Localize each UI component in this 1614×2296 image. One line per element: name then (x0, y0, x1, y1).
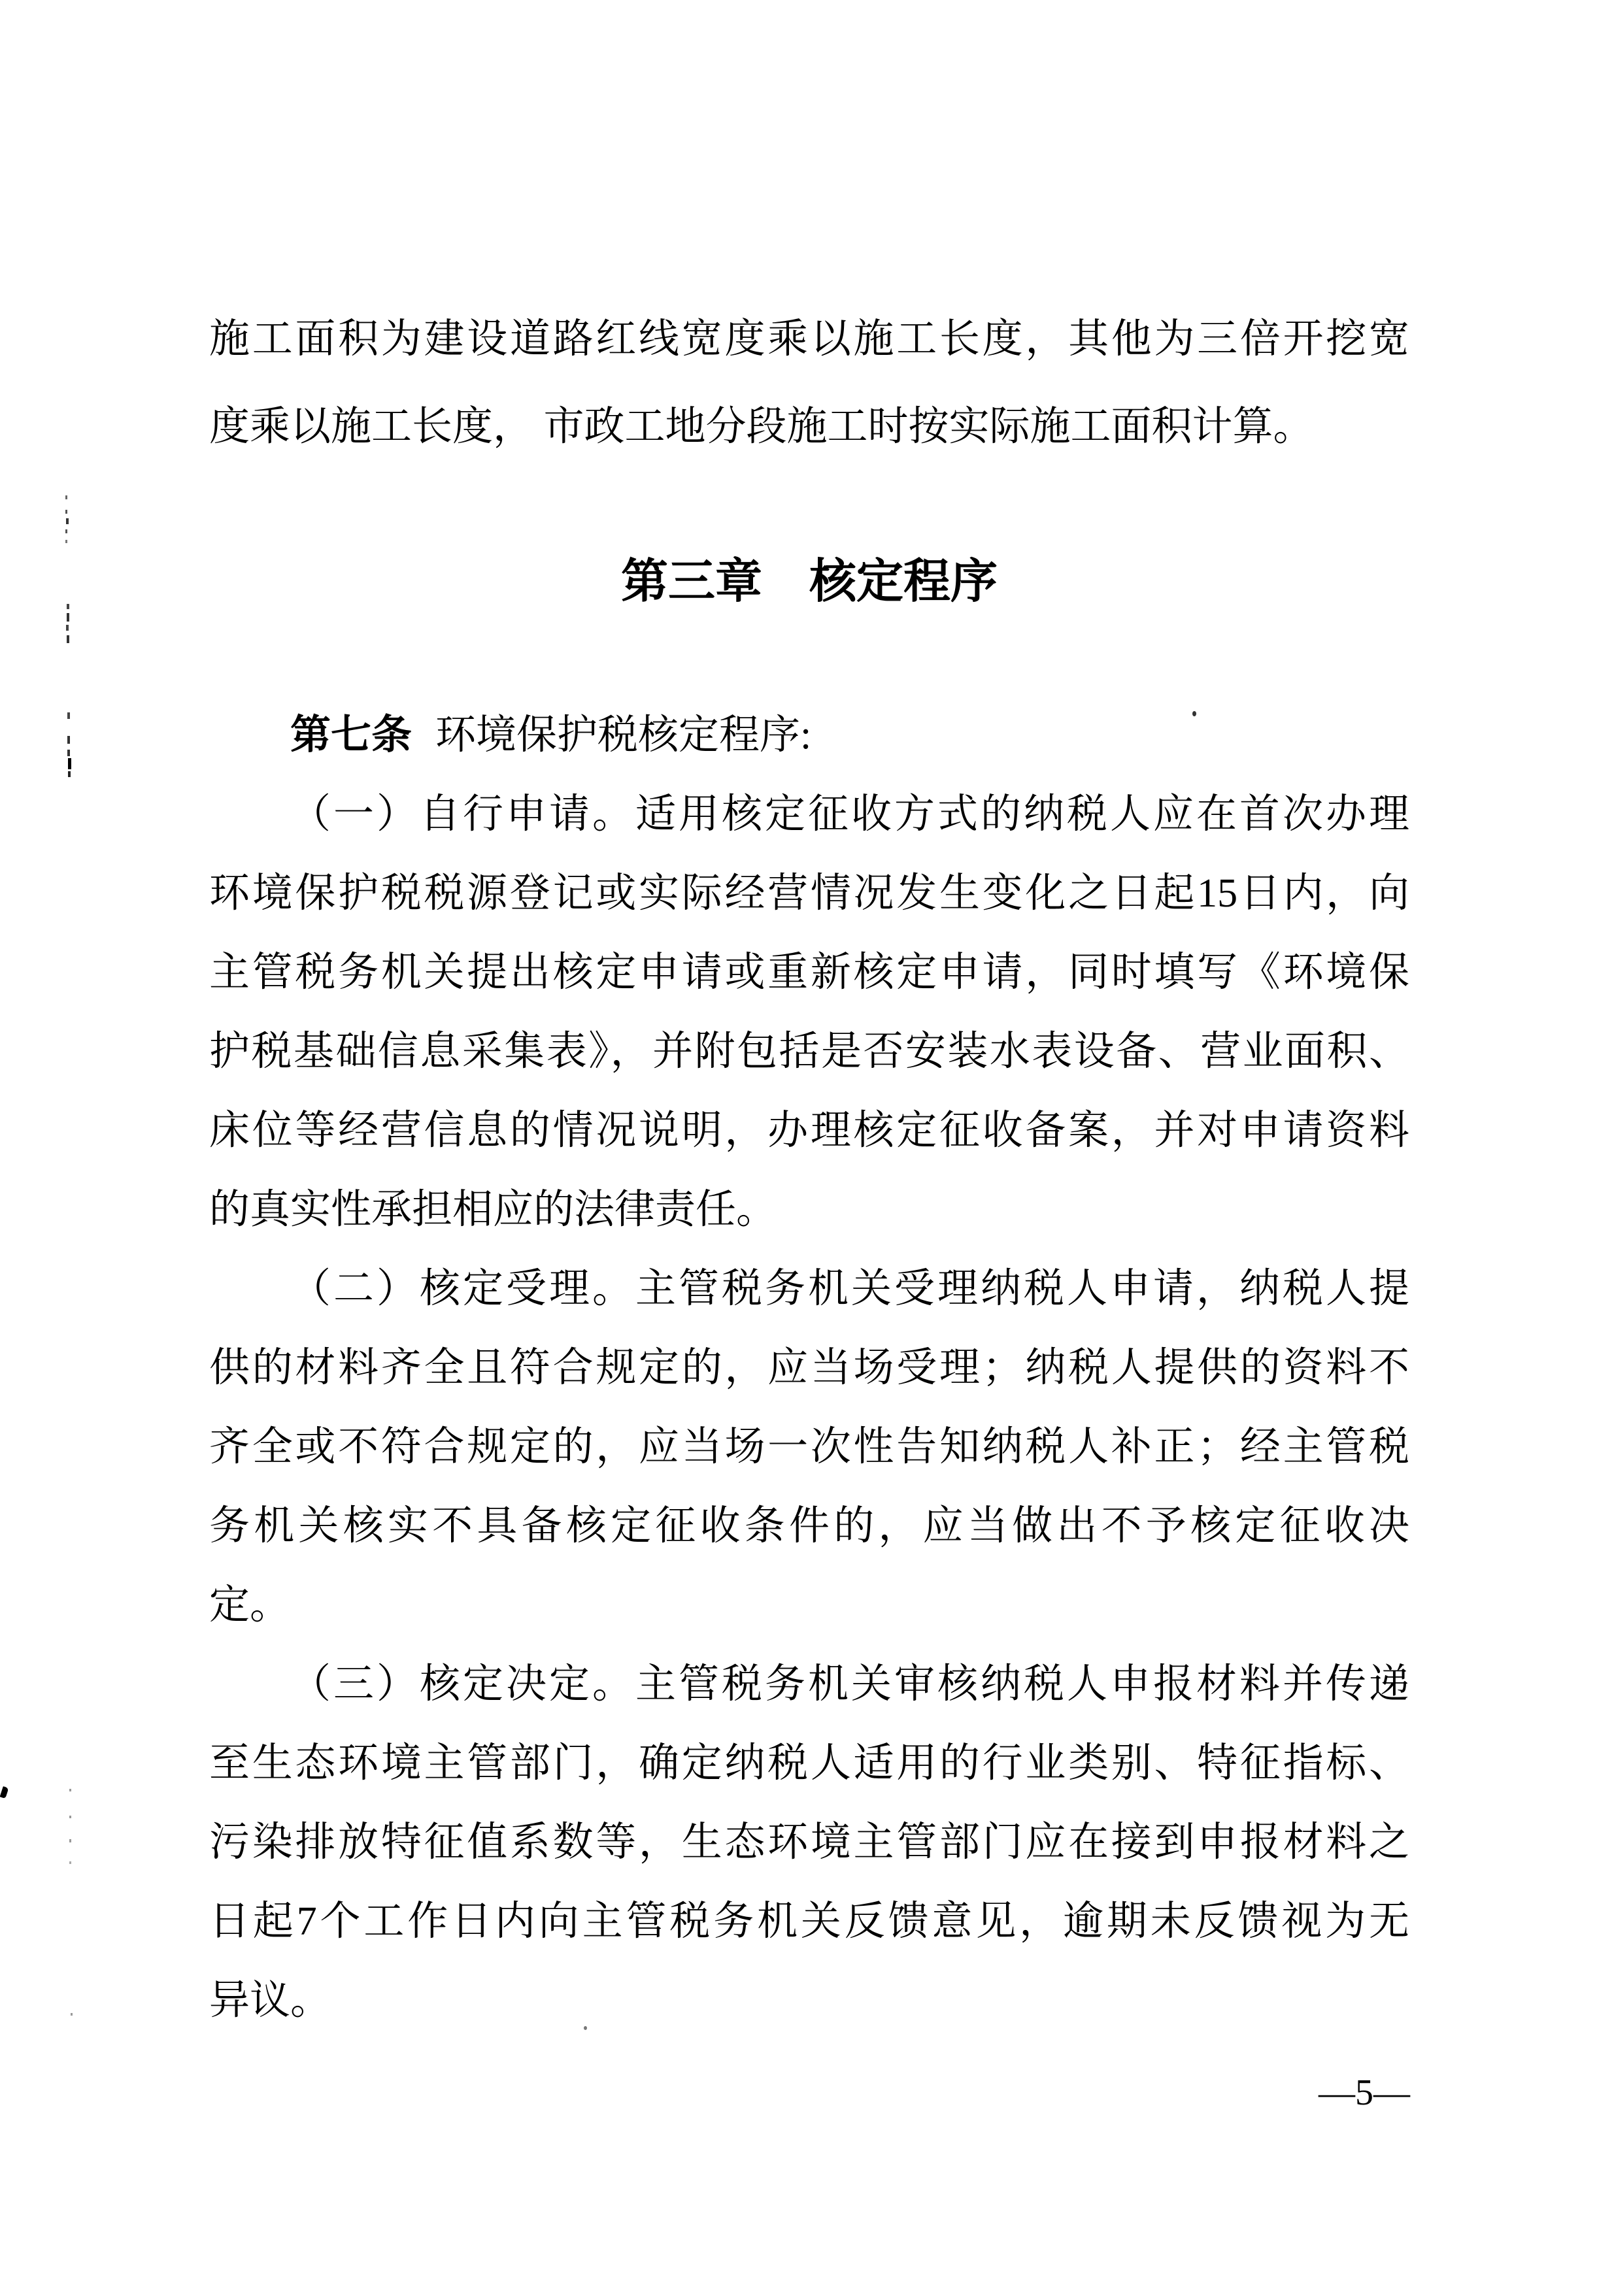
text-line: 床位等经营信息的情况说明，办理核定征收备案，并对申请资料 (209, 1108, 1409, 1153)
article-number: 第七条 (290, 713, 412, 757)
text-line: 务机关核实不具备核定征收条件的，应当做出不予核定征收决 (209, 1504, 1409, 1548)
scan-speck (67, 750, 70, 756)
text-line: 齐全或不符合规定的，应当场一次性告知纳税人补正；经主管税 (209, 1425, 1409, 1469)
scan-speck (66, 625, 69, 631)
article-title: 环境保护税核定程序: (435, 713, 812, 757)
scan-speck (67, 613, 69, 622)
body-text (209, 696, 1409, 2040)
text-line: 供的材料齐全且符合规定的，应当场受理；纳税人提供的资料不 (209, 1346, 1409, 1390)
scan-speck (66, 518, 69, 524)
scan-speck (67, 635, 69, 643)
text-line: 污染排放特征值系数等，生态环境主管部门应在接到申报材料之 (209, 1820, 1409, 1865)
scan-speck (65, 540, 67, 543)
article-heading (209, 696, 1409, 775)
scan-speck (71, 2013, 73, 2016)
page-number: —5— (1319, 2072, 1410, 2113)
scan-speck (67, 604, 69, 609)
scan-speck (0, 1786, 8, 1799)
text-line: 日起7个工作日内向主管税务机关反馈意见，逾期未反馈视为无 (209, 1899, 1409, 1944)
scan-speck (1192, 711, 1196, 716)
text-line: （一）自行申请。适用核定征收方式的纳税人应在首次办理 (290, 792, 1409, 837)
text-line: 护税基础信息采集表》，并附包括是否安装水表设备、营业面积、 (209, 1029, 1409, 1074)
scan-speck (584, 2026, 587, 2030)
text-line: 至生态环境主管部门，确定纳税人适用的行业类别、特征指标、 (209, 1741, 1409, 1786)
text-line: 定。 (209, 1583, 291, 1627)
scan-speck (68, 758, 71, 769)
scan-speck (67, 736, 70, 744)
paragraph-continuation (209, 295, 1409, 471)
text-line: 异议。 (209, 1978, 331, 2023)
scan-speck (69, 1789, 71, 1791)
text-line: 施工面积为建设道路红线宽度乘以施工长度，其他为三倍开挖宽 (209, 317, 1409, 361)
scan-speck (65, 495, 67, 499)
chapter-heading: 第三章 核定程序 (620, 556, 998, 608)
scan-speck (69, 1839, 71, 1842)
scan-speck (69, 1861, 71, 1864)
text-line: （二）核定受理。主管税务机关受理纳税人申请，纳税人提 (290, 1267, 1409, 1311)
scan-speck (67, 712, 70, 719)
scan-speck (65, 510, 67, 514)
text-line: 度乘以施工长度， 市政工地分段施工时按实际施工面积计算。 (209, 405, 1314, 449)
text-line: 主管税务机关提出核定申请或重新核定申请，同时填写《环境保 (209, 950, 1409, 995)
scan-speck (69, 1816, 71, 1818)
text-line: （三）核定决定。主管税务机关审核纳税人申报材料并传递 (290, 1662, 1409, 1706)
text-line: 的真实性承担相应的法律责任。 (209, 1188, 777, 1232)
text-line: 环境保护税税源登记或实际经营情况发生变化之日起15日内，向 (209, 871, 1409, 916)
scan-speck (65, 529, 67, 533)
scan-speck (68, 771, 71, 777)
